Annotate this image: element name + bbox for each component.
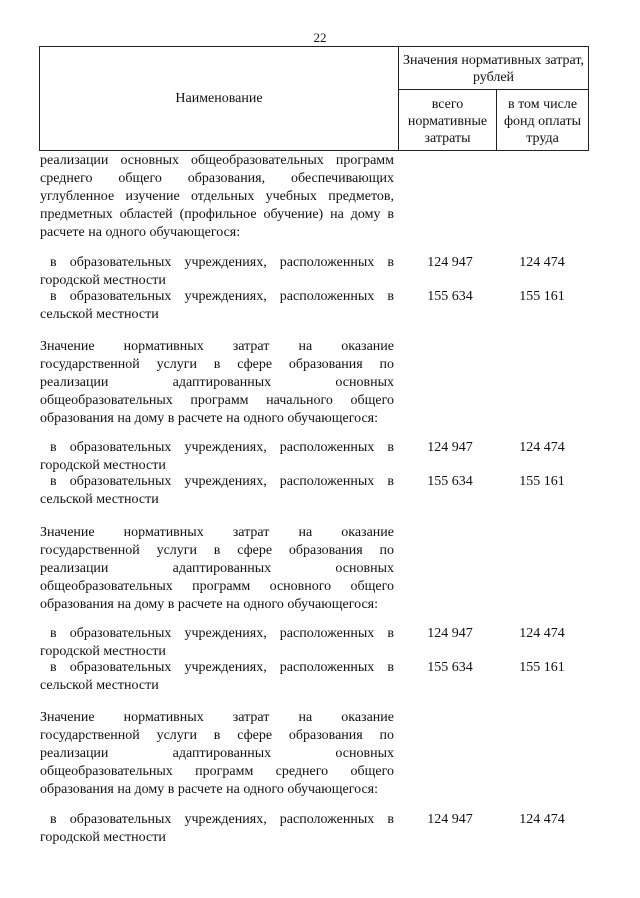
column-group-header: Значения нормативных затрат, рублей [399,47,588,90]
section-description: Значение нормативных затрат на оказание государственной услуги в сфере образования по реализации адаптированных основных общеобразовательных программ начального общего образования на дому в расчете на одного обучающегося: [40,339,394,426]
row-label: в образовательных учреждениях, расположенных в сельской местности [40,660,394,693]
section-description: Значение нормативных затрат на оказание государственной услуги в сфере образования по реализации адаптированных основных общеобразовательных программ основного общего образования на дому в расчете на одного обучающегося: [40,525,394,612]
row-total-value: 124 947 [427,812,473,827]
row-total-value: 124 947 [427,255,473,270]
row-total-value: 124 947 [427,440,473,455]
row-total-value: 155 634 [427,660,473,675]
row-label: в образовательных учреждениях, расположенных в городской местности [40,626,394,659]
table-header [39,46,589,151]
row-total-value: 155 634 [427,289,473,304]
column-header-total: всего нормативные затраты [399,90,497,150]
column-header-wage-fund: в том числе фонд оплаты труда [503,97,582,146]
page-number: 22 [313,30,327,45]
row-total-value: 124 947 [427,626,473,641]
section-description: Значение нормативных затрат на оказание государственной услуги в сфере образования по реализации адаптированных основных общеобразовательных программ среднего общего образования на дому в расчете на одного обучающегося: [40,710,394,797]
row-label: в образовательных учреждениях, расположенных в городской местности [40,812,394,845]
row-wage-value: 155 161 [519,660,565,675]
section-description: реализации основных общеобразовательных программ среднего общего образования, обеспечивающих углубленное изучение отдельных учебных предметов, предметных областей (профильное обучение) на дому в расчете на одного обучающегося: [40,153,394,240]
row-wage-value: 155 161 [519,289,565,304]
row-label: в образовательных учреждениях, расположенных в сельской местности [40,289,394,322]
row-label: в образовательных учреждениях, расположенных в сельской местности [40,474,394,507]
row-total-value: 155 634 [427,474,473,489]
row-wage-value: 124 474 [519,255,565,270]
row-wage-value: 124 474 [519,440,565,455]
row-wage-value: 124 474 [519,626,565,641]
column-header-name: Наименование [40,47,399,150]
row-wage-value: 155 161 [519,474,565,489]
row-label: в образовательных учреждениях, расположенных в городской местности [40,440,394,473]
row-wage-value: 124 474 [519,812,565,827]
row-label: в образовательных учреждениях, расположенных в городской местности [40,255,394,288]
